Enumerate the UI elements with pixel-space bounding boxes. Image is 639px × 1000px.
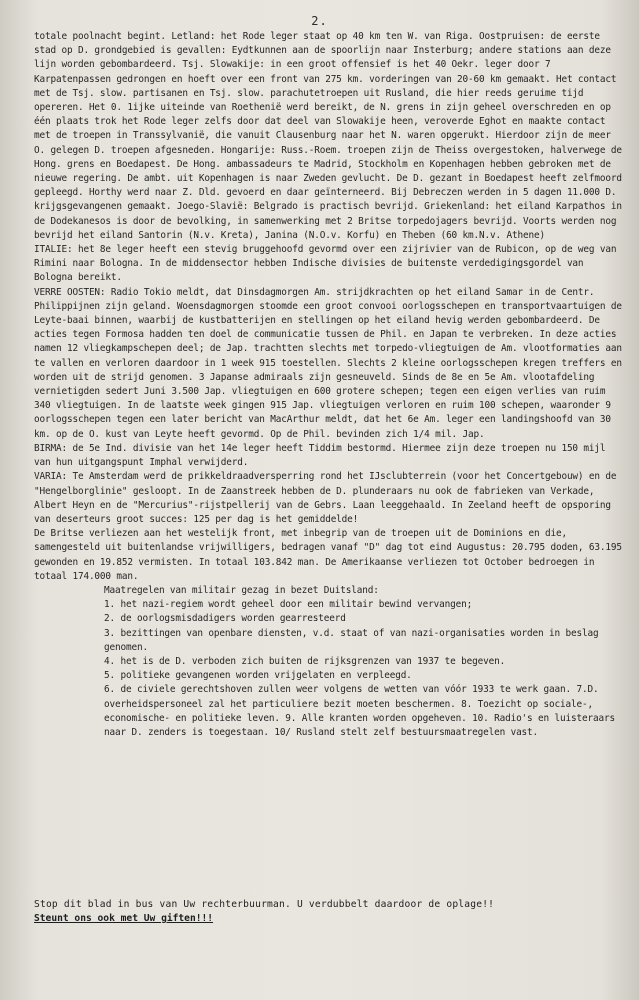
paragraph-front-reports: totale poolnacht begint. Letland: het Rode leger staat op 40 km ten W. van Riga. Oostpruisen: de eerste stad op D. grondgebied is gevallen: Eydtkunnen aan de spoorlijn naar Insterburg; andere stations aan deze lijn worden gebombardeerd. Tsj. Slowakije: in een groot offensief is het 40 Oekr. leger door 7 Karpatenpassen gedrongen en hoeft over een front van 275 km. vorderingen van 20-60 km gemaakt. Het contact met de Tsj. slow. partisanen en Tsj. slow. parachutetroepen uit Rusland, die hier reeds geruime tijd opereren. Het 0. 1ijke uiteinde van Roethenië werd bereikt, de N. grens in zijn geheel overschreden en op één plaats trok het Rode leger zelfs door dat deel van Slowakije heen, veroverde Eghot en maakte contact met de troepen in Transsylvanië, die vanuit Clausenburg naar het N. waren opgerukt. Hierdoor zijn de meer O. gelegen D. troepen afgesneden. Hongarije: Russ.-Roem. troepen zijn de Theiss overgestoken, halverwege de Hong. grens en Boedapest. De Hong. ambassadeurs te Madrid, Stockholm en Kopenhagen hebben gebroken met de nieuwe regering. De ambt. uit Kopenhagen is naar Zweden gevlucht. De D. gezant in Boedapest heeft zelfmoord gepleegd. Horthy werd naar Z. Dld. gevoerd en daar geïnterneerd. Bij Debreczen werden in 5 dagen 11.000 D. krijgsgevangenen gemaakt. Joego-Slavië: Belgrado is practisch bevrijd. Griekenland: het eiland Karpathos in de Dodekanesos is door de bevolking, in samenwerking met 2 Britse torpedojagers bevrijd. Voorts werden nog bevrijd het eiland Santorin (N.v. Kreta), Janina (N.O.v. Korfu) en Theben (60 km.N.v. Athene) xyxy=(34,31,628,241)
footer-line-donate xyxy=(34,912,624,926)
paragraph-burma: BIRMA: de 5e Ind. divisie van het 14e leger heeft Tiddim bestormd. Hiermee zijn deze troepen nu 150 mijl van hun uitgangspunt Imphal verwijderd. xyxy=(34,442,611,469)
footer-appeal xyxy=(34,898,624,926)
page-number: 2. xyxy=(311,14,328,28)
list-item: 3. bezittingen van openbare diensten, v.d. staat of van nazi-organisaties worden in beslag genomen. xyxy=(104,627,604,653)
list-item: 5. politieke gevangenen worden vrijgelaten en verpleegd. xyxy=(104,670,412,682)
bulletin-body xyxy=(34,30,628,740)
list-item: 4. het is de D. verboden zich buiten de rijksgrenzen van 1937 te begeven. xyxy=(104,655,506,667)
paragraph-italy: ITALIE: het 8e leger heeft een stevig bruggehoofd gevormd over een zijrivier van de Rubicon, op de weg van Rimini naar Bologna. In de middensector hebben Indische divisies de buitenste verdedigingsgordel van Bologna bereikt. xyxy=(34,244,622,284)
paragraph-far-east: VERRE OOSTEN: Radio Tokio meldt, dat Dinsdagmorgen Am. strijdkrachten op het eiland Samar in de Centr. Philippijnen zijn geland. Woensdagmorgen stoomde een groot convooi oorlogsschepen en transportvaartuigen de Leyte-baai binnen, waarbij de kustbatterijen en stellingen op het eiland hevig werden gebombardeerd. De acties tegen Formosa hadden ten doel de communicatie tussen de Phil. en Japan te verbreken. In deze acties namen 12 vliegkampschepen deel; de Jap. trachtten slechts met torpedo-vliegtuigen de Am. vlootformaties aan te vallen en verloren daardoor in 1 week 915 toestellen. Slechts 2 kleine oorlogsschepen kregen treffers en worden uit de strijd genomen. 3 Japanse admiraals zijn gesneuveld. Sinds de 8e en 5e Am. vlootafdeling vernietigden sedert Juni 3.500 Jap. vliegtuigen en 600 grotere schepen; tegen een eigen verlies van ruim 340 vliegtuigen. In de laatste week gingen 915 Jap. vliegtuigen verloren en ruim 100 schepen, waaronder 9 oorlogsschepen tegen een later bericht van MacArthur meldt, dat het 6e Am. leger een landingshoofd van 30 km. op de O. kust van Leyte heeft gevormd. Op de Phil. bevinden zich 1/4 mil. Jap. xyxy=(34,286,628,440)
footer-donate-text: Steunt ons ook met Uw giften!!! xyxy=(34,913,214,924)
list-item: 1. het nazi-regiem wordt geheel door een militair bewind vervangen; xyxy=(104,599,473,611)
measures-intro: Maatregelen van militair gezag in bezet Duitsland: xyxy=(104,584,379,596)
list-item: 6. de civiele gerechtshoven zullen weer volgens de wetten van vóór 1933 te werk gaan. 7.D. overheidspersoneel zal het particuliere bezit moeten beschermen. 8. Toezicht op sociale-, economische- en politieke leven. 9. Alle kranten worden opgeheven. 10. Radio's en luisteraars naar D. zenders is toegestaan. 10/ Rusland stelt zelf bestuursmaatregelen vast. xyxy=(104,684,621,738)
footer-pass-on-text: Stop dit blad in bus van Uw rechterbuurman. U verdubbelt daardoor de oplage!! xyxy=(34,899,495,910)
measures-list xyxy=(34,598,624,740)
list-item: 2. de oorlogsmisdadigers worden gearresteerd xyxy=(104,613,346,625)
paragraph-varia: VARIA: Te Amsterdam werd de prikkeldraadversperring rond het IJsclubterrein (voor het Concertgebouw) en de "Hengelborglinie" gesloopt. In de Zaanstreek hebben de D. plunderaars nu ook de fabrieken van Verkade, Albert Heyn en de "Mercurius"-rijstpellerij van de Gebrs. Laan leeggehaald. In Zeeland heeft de opsporing van deserteurs groot succes: 125 per dag is het gemiddelde! xyxy=(34,471,622,525)
paragraph-british-losses: De Britse verliezen aan het westelijk front, met inbegrip van de troepen uit de Dominions en die, samengesteld uit buitenlandse vrijwilligers, bedragen vanaf "D" dag tot eind Augustus: 20.795 doden, 63.195 gewonden en 19.852 vermisten. In totaal 103.842 man. De Amerikaanse verliezen tot October bedroegen in totaal 174.000 man. xyxy=(34,528,628,582)
footer-line-pass-on xyxy=(34,898,624,912)
